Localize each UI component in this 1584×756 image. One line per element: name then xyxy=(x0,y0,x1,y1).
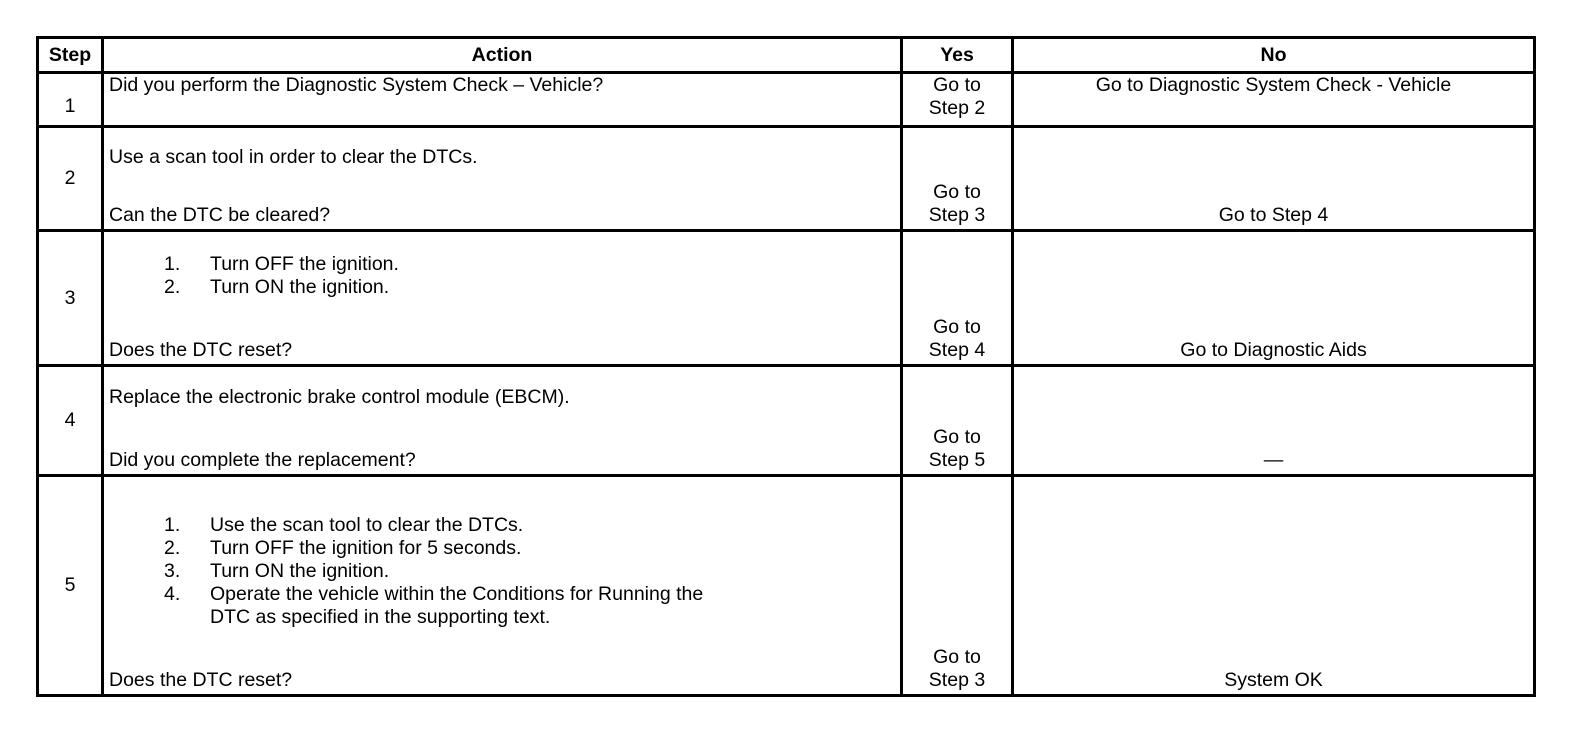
action-cell xyxy=(103,73,902,127)
yes-line-1: Go to xyxy=(933,181,981,203)
action-cell xyxy=(103,366,902,476)
no-cell: System OK xyxy=(1013,476,1535,696)
substep-item xyxy=(109,276,900,299)
header-action: Action xyxy=(103,38,902,73)
action-question: Did you complete the replacement? xyxy=(109,449,416,471)
substep-number: 1. xyxy=(164,514,181,536)
action-question: Can the DTC be cleared? xyxy=(109,204,331,226)
yes-line-2: Step 3 xyxy=(928,669,986,691)
step-number: 2 xyxy=(38,127,103,231)
header-no: No xyxy=(1013,38,1535,73)
no-cell: Go to Diagnostic Aids xyxy=(1013,231,1535,366)
action-cell xyxy=(103,127,902,231)
substep-item xyxy=(109,253,900,276)
substep-number: 4. xyxy=(164,583,181,605)
table-row-step-3 xyxy=(38,231,1535,366)
action-cell xyxy=(103,231,902,366)
substep-number: 2. xyxy=(164,276,181,298)
action-cell xyxy=(103,476,902,696)
diagnostic-table xyxy=(36,36,1536,697)
table-row-step-5 xyxy=(38,476,1535,696)
action-text: Did you perform the Diagnostic System Check – Vehicle? xyxy=(109,74,604,96)
substep-item xyxy=(109,537,900,560)
substep-number: 1. xyxy=(164,253,181,275)
yes-cell xyxy=(902,366,1013,476)
yes-line-1: Go to xyxy=(933,646,981,668)
substep-item xyxy=(109,583,900,629)
action-text: Replace the electronic brake control module (EBCM). xyxy=(109,386,570,408)
action-question: Does the DTC reset? xyxy=(109,339,293,361)
substep-item xyxy=(109,514,900,537)
substep-text: Operate the vehicle within the Conditions for Running the xyxy=(210,583,704,605)
substep-list xyxy=(109,253,900,299)
step-number: 4 xyxy=(38,366,103,476)
action-text: Use a scan tool in order to clear the DTCs. xyxy=(109,146,478,168)
yes-line-2: Step 2 xyxy=(928,97,986,119)
substep-text: Turn ON the ignition. xyxy=(210,276,390,298)
step-number: 5 xyxy=(38,476,103,696)
yes-cell xyxy=(902,476,1013,696)
no-cell: Go to Step 4 xyxy=(1013,127,1535,231)
header-step: Step xyxy=(38,38,103,73)
no-cell: — xyxy=(1013,366,1535,476)
yes-line-2: Step 4 xyxy=(928,339,986,361)
yes-line-1: Go to xyxy=(933,316,981,338)
substep-text: Turn OFF the ignition for 5 seconds. xyxy=(210,537,522,559)
substep-item xyxy=(109,560,900,583)
yes-line-1: Go to xyxy=(933,74,981,96)
yes-line-2: Step 3 xyxy=(928,204,986,226)
no-cell: Go to Diagnostic System Check - Vehicle xyxy=(1013,73,1535,127)
yes-cell xyxy=(902,73,1013,127)
table-row-step-4 xyxy=(38,366,1535,476)
header-row xyxy=(38,38,1535,73)
substep-text: Turn OFF the ignition. xyxy=(210,253,399,275)
step-number: 3 xyxy=(38,231,103,366)
substep-text: Use the scan tool to clear the DTCs. xyxy=(210,514,524,536)
substep-number: 3. xyxy=(164,560,181,582)
substep-number: 2. xyxy=(164,537,181,559)
action-question: Does the DTC reset? xyxy=(109,669,293,691)
yes-line-1: Go to xyxy=(933,426,981,448)
substep-text: Turn ON the ignition. xyxy=(210,560,390,582)
substep-list xyxy=(109,514,900,629)
header-yes: Yes xyxy=(902,38,1013,73)
yes-cell xyxy=(902,231,1013,366)
step-number: 1 xyxy=(38,73,103,127)
table-row-step-1 xyxy=(38,73,1535,127)
yes-cell xyxy=(902,127,1013,231)
table-row-step-2 xyxy=(38,127,1535,231)
yes-line-2: Step 5 xyxy=(928,449,986,471)
substep-text-continued: DTC as specified in the supporting text. xyxy=(210,606,551,628)
